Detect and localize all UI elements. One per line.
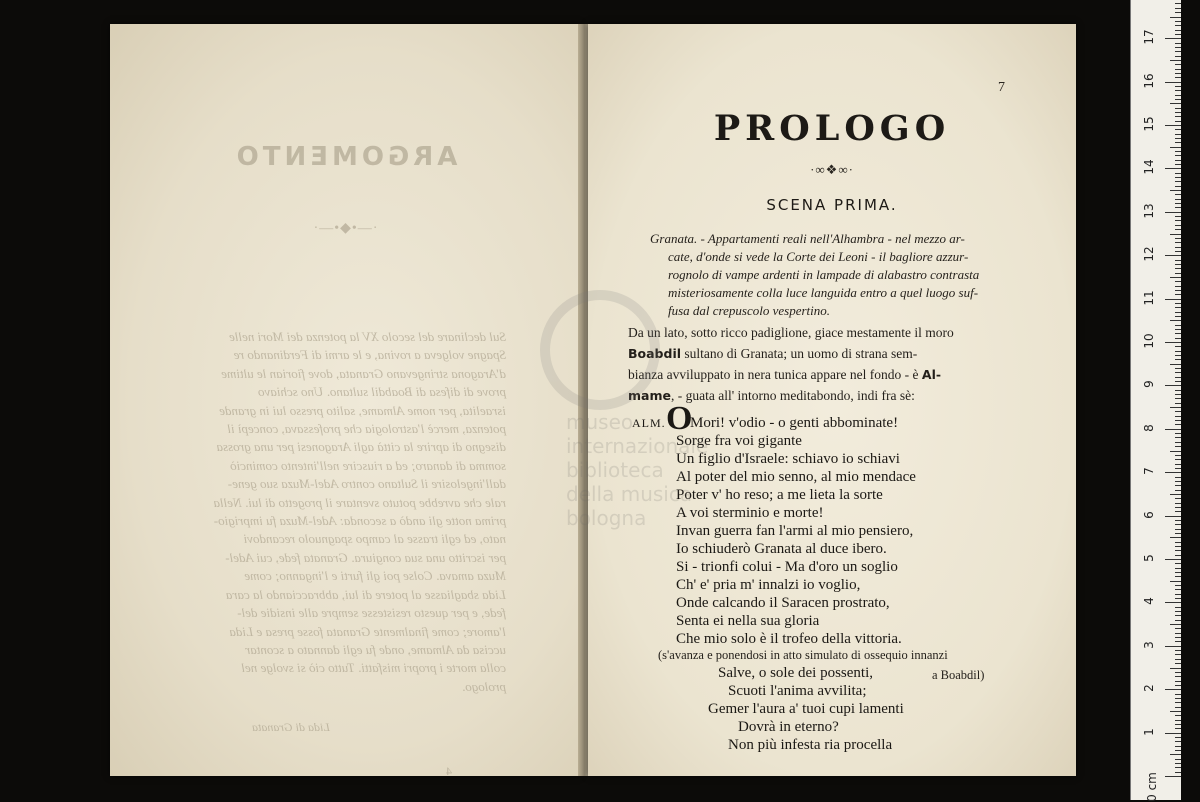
ruler-tick (1175, 99, 1181, 100)
ruler-tick (1175, 737, 1181, 738)
scene-title: SCENA PRIMA. (766, 196, 898, 214)
ruler-tick (1175, 641, 1181, 642)
left-body-line: disegno di aprire la città agli Aragonesi per una grossa (216, 439, 506, 455)
ruler-tick (1175, 8, 1181, 9)
drop-cap: O (666, 400, 693, 437)
ruler-tick (1175, 672, 1181, 673)
ruler-tick (1175, 403, 1181, 404)
ruler-tick (1170, 754, 1181, 755)
verse-line: Scuoti l'anima avvilita; (728, 683, 867, 699)
verse-line: Poter v' ho reso; a me lieta la sorte (676, 487, 883, 503)
verse-line: Al poter del mio senno, al mio mendace (676, 469, 916, 485)
ruler-tick (1175, 142, 1181, 143)
ruler-tick (1175, 611, 1181, 612)
watermark-text (566, 410, 708, 530)
verse-line: Si - trionfi colui - Ma d'oro un soglio (676, 559, 898, 575)
verse-line: Un figlio d'Israele: schiavo io schiavi (676, 451, 900, 467)
left-body-line: Muza amava. Colse poi gli furti e l'inganno; come (244, 568, 506, 584)
ruler-tick (1175, 594, 1181, 595)
ruler-tick (1175, 767, 1181, 768)
ruler-tick (1175, 77, 1181, 78)
ruler-tick (1175, 650, 1181, 651)
stage-setting-line: cate, d'onde si vede la Corte dei Leoni - il bagliore azzur- (668, 249, 969, 264)
left-body-line: rale che avrebbe potuto sventare il progetto di lui. Nella (213, 494, 506, 510)
inline-stage-direction: (s'avanza e ponendosi in atto simulato di ossequio innanzi (658, 648, 948, 662)
ruler-tick (1175, 394, 1181, 395)
ruler-tick (1175, 203, 1181, 204)
character-name-boabdil: Boabdil (628, 346, 682, 361)
stage-setting-line: Granata. - Appartamenti reali nell'Alhambra - nel mezzo ar- (650, 231, 965, 246)
ruler-tick (1175, 134, 1181, 135)
ruler-tick (1175, 30, 1181, 31)
ruler-tick (1175, 615, 1181, 616)
ruler-number: 13 (1142, 203, 1156, 219)
ruler-tick (1175, 424, 1181, 425)
ruler-tick (1175, 281, 1181, 282)
ruler-tick (1175, 707, 1181, 708)
ruler-tick (1175, 73, 1181, 74)
ruler-tick (1175, 529, 1181, 530)
ruler-tick (1175, 659, 1181, 660)
ruler-tick (1175, 368, 1181, 369)
ruler-number: 12 (1142, 246, 1156, 262)
ruler-tick (1175, 264, 1181, 265)
ruler-tick (1175, 585, 1181, 586)
ruler-tick (1175, 420, 1181, 421)
watermark-line: biblioteca (566, 458, 664, 482)
ruler-tick (1175, 520, 1181, 521)
ruler-tick (1175, 177, 1181, 178)
ruler-tick (1170, 277, 1181, 278)
ruler-tick (1165, 299, 1181, 300)
ruler-tick (1175, 490, 1181, 491)
ruler-tick (1170, 60, 1181, 61)
ruler-tick (1175, 207, 1181, 208)
ruler-tick (1175, 568, 1181, 569)
ruler-tick (1175, 112, 1181, 113)
ruler-tick (1175, 286, 1181, 287)
ruler-tick (1165, 168, 1181, 169)
inline-stage-direction: a Boabdil) (932, 668, 985, 682)
ruler-unit: 0 cm (1144, 772, 1159, 802)
ruler-tick (1165, 689, 1181, 690)
left-page (110, 24, 580, 776)
ruler-tick (1175, 633, 1181, 634)
ruler-tick (1170, 451, 1181, 452)
ruler-tick (1175, 741, 1181, 742)
left-body-line: prima notte gli andò a seconda: Adel-Muza fu imprigio- (213, 513, 506, 529)
ruler-number: 5 (1142, 554, 1156, 562)
ruler-tick (1175, 676, 1181, 677)
ruler-tick (1170, 494, 1181, 495)
left-ornament: ·—•◆•—· (312, 221, 378, 236)
ruler-tick (1175, 56, 1181, 57)
ruler-tick (1165, 342, 1181, 343)
ruler-tick (1175, 459, 1181, 460)
left-body-line: israelita, per nome Almame, salito presso lui in grande (219, 402, 506, 418)
ruler-tick (1165, 385, 1181, 386)
ruler-tick (1175, 303, 1181, 304)
verse-line: Senta ei nella sua gloria (676, 613, 820, 629)
ruler-tick (1175, 155, 1181, 156)
stage-direction-line: Boabdil sultano di Granata; un uomo di strana sem- (628, 346, 918, 361)
ruler-tick (1175, 546, 1181, 547)
ruler-tick (1175, 589, 1181, 590)
ruler-tick (1175, 329, 1181, 330)
ruler-tick (1175, 720, 1181, 721)
ruler-tick (1175, 164, 1181, 165)
ruler-tick (1175, 698, 1181, 699)
ruler-tick (1175, 325, 1181, 326)
character-name-almame-cont: mame (628, 388, 671, 403)
ruler-number: 8 (1142, 423, 1156, 432)
verse-line: Che mio solo è il trofeo della vittoria. (676, 631, 902, 647)
ruler-tick (1170, 364, 1181, 365)
ruler-tick (1175, 446, 1181, 447)
left-body-line: prologo. (462, 678, 506, 694)
ruler-tick (1170, 407, 1181, 408)
left-body-line: dall'ingelosire il Sultano contro Adel-Muza suo gene- (227, 476, 506, 492)
stage-direction-line: mame, - guata all' intorno meditabondo, indi fra sè: (628, 388, 915, 403)
ruler-tick (1175, 555, 1181, 556)
ruler-tick (1175, 346, 1181, 347)
ruler-tick (1175, 294, 1181, 295)
ruler-number: 4 (1142, 597, 1156, 606)
ruler-tick (1175, 724, 1181, 725)
left-body-line: potenza, mercè l'astrologia che professava, concepì il (227, 421, 506, 437)
ruler-tick (1175, 260, 1181, 261)
left-body (186, 328, 506, 696)
ruler-number: 3 (1142, 640, 1156, 649)
ruler-tick (1175, 477, 1181, 478)
character-name-almame: Al- (921, 367, 942, 382)
ruler-tick (1175, 242, 1181, 243)
ruler-tick (1175, 186, 1181, 187)
ruler-tick (1175, 333, 1181, 334)
stage-setting-line: misteriosamente colla luce languida entro a quel luogo suf- (668, 285, 979, 300)
verse-line: Gemer l'aura a' tuoi cupi lamenti (708, 701, 904, 717)
verse-line: Non più infesta ria procella (728, 737, 893, 753)
ruler-number: 7 (1142, 467, 1156, 476)
ruler-tick (1170, 624, 1181, 625)
ruler-tick (1170, 147, 1181, 148)
ruler-tick (1165, 255, 1181, 256)
ruler-tick (1175, 507, 1181, 508)
ruler-tick (1175, 437, 1181, 438)
ruler-tick (1175, 511, 1181, 512)
ruler-tick (1175, 598, 1181, 599)
ruler-tick (1175, 763, 1181, 764)
ruler-tick (1165, 646, 1181, 647)
ruler-tick (1175, 398, 1181, 399)
ruler-tick (1175, 759, 1181, 760)
watermark-line: bologna (566, 506, 647, 530)
ruler-tick (1175, 312, 1181, 313)
ruler-tick (1175, 481, 1181, 482)
ruler-tick (1175, 416, 1181, 417)
ruler-tick (1175, 129, 1181, 130)
ruler-tick (1175, 181, 1181, 182)
ruler-tick (1175, 225, 1181, 226)
ruler-tick (1175, 273, 1181, 274)
ruler-tick (1175, 338, 1181, 339)
ruler-tick (1175, 620, 1181, 621)
ruler-tick (1170, 17, 1181, 18)
ruler-tick (1175, 464, 1181, 465)
verse-line: Dovrà in eterno? (738, 719, 839, 735)
left-body-line: Spagne volgeva a rovina, e le armi di Ferdinando re (233, 347, 506, 363)
ruler-tick (1175, 21, 1181, 22)
watermark-line: museo internazionale (566, 410, 709, 458)
ruler-number: 9 (1142, 380, 1156, 389)
ruler-tick (1175, 576, 1181, 577)
library-watermark (540, 290, 709, 530)
left-heading: ARGOMENTO (232, 142, 458, 172)
ruler-tick (1175, 411, 1181, 412)
ruler-number: 16 (1142, 72, 1156, 89)
ruler-tick (1175, 25, 1181, 26)
ruler-tick (1175, 433, 1181, 434)
ruler-tick (1175, 498, 1181, 499)
ruler-tick (1165, 38, 1181, 39)
ruler-tick (1175, 151, 1181, 152)
speaker-label: ALM. (632, 416, 666, 430)
ruler-tick (1175, 681, 1181, 682)
ruler-tick (1165, 212, 1181, 213)
ruler-tick (1175, 685, 1181, 686)
ruler-tick (1175, 121, 1181, 122)
ruler-tick (1170, 234, 1181, 235)
ruler-tick (1175, 160, 1181, 161)
ruler-tick (1175, 637, 1181, 638)
left-body-line: somma di danaro; ed a riuscire nell'intento cominciò (230, 457, 506, 473)
ruler-tick (1175, 199, 1181, 200)
left-body-line: l'amore; come finalmente Granata fosse presa e Lida (229, 623, 506, 639)
ruler-tick (1175, 3, 1181, 4)
ruler-tick (1175, 654, 1181, 655)
left-body-line: uccisa da Almame, onde fu egli dannato a scontar (245, 641, 506, 657)
ruler-tick (1175, 468, 1181, 469)
ruler-tick (1170, 668, 1181, 669)
ruler-tick (1175, 69, 1181, 70)
ruler-tick (1175, 372, 1181, 373)
ruler-tick (1175, 90, 1181, 91)
verse-line: Mori! v'odio - o genti abbominate! (690, 415, 899, 431)
ruler-tick (1170, 537, 1181, 538)
ruler-number: 11 (1142, 289, 1156, 306)
ruler-tick (1165, 125, 1181, 126)
bleed-through-text (110, 24, 580, 776)
ruler-tick (1175, 238, 1181, 239)
ruler-tick (1175, 524, 1181, 525)
stage-setting-line: fusa dal crepuscolo vespertino. (668, 303, 830, 318)
verse-line: A voi sterminio e morte! (676, 505, 824, 521)
ruler-number: 2 (1142, 684, 1156, 693)
ruler-tick (1170, 190, 1181, 191)
ruler-tick (1175, 47, 1181, 48)
ruler-tick (1175, 359, 1181, 360)
ruler-tick (1170, 103, 1181, 104)
left-page-number: 4 (446, 764, 452, 778)
ruler-tick (1175, 51, 1181, 52)
ruler-tick (1175, 542, 1181, 543)
ruler-tick (1175, 351, 1181, 352)
left-body-line: Lida sbagliasse al potere di lui, abbracciando la cara (225, 586, 506, 602)
left-signature: Lida di Granata (251, 720, 330, 734)
ruler-tick (1175, 86, 1181, 87)
ruler-number: 15 (1142, 116, 1156, 132)
left-body-line: per iscritto una sua congiura. Granata fede, cui Adel- (225, 549, 506, 565)
ruler-tick (1175, 251, 1181, 252)
verse-line: Ch' e' pria m' innalzi io voglio, (676, 577, 861, 593)
ruler-tick (1175, 116, 1181, 117)
ruler-tick (1175, 715, 1181, 716)
ruler-tick (1175, 229, 1181, 230)
ruler-number: 10 (1142, 333, 1156, 349)
ruler-tick (1175, 381, 1181, 382)
left-body-line: d'Aragona stringevano Granata, dove fiorian le ultime (221, 365, 506, 381)
ruler-tick (1175, 550, 1181, 551)
ruler-tick (1170, 581, 1181, 582)
ruler-tick (1175, 247, 1181, 248)
ruler-tick (1175, 268, 1181, 269)
ruler-tick (1175, 607, 1181, 608)
stage-setting-line: rognolo di vampe ardenti in lampade di alabastro contrasta (668, 267, 980, 282)
stage-direction-line: bianza avviluppato in nera tunica appare nel fondo - è Al- (628, 367, 942, 382)
ruler-number: 14 (1142, 159, 1156, 176)
ruler-tick (1175, 220, 1181, 221)
verse-line: Salve, o sole dei possenti, (718, 665, 873, 681)
stage-direction-line: Da un lato, sotto ricco padiglione, giace mestamente il moro (628, 325, 954, 340)
ruler-tick (1165, 429, 1181, 430)
ruler-tick (1175, 34, 1181, 35)
ruler-tick (1175, 173, 1181, 174)
stage-setting (650, 230, 1008, 320)
ruler-tick (1165, 776, 1181, 777)
ruler-tick (1175, 12, 1181, 13)
ruler-tick (1175, 702, 1181, 703)
ruler-tick (1170, 320, 1181, 321)
ruler-tick (1165, 472, 1181, 473)
ruler-tick (1175, 533, 1181, 534)
ruler-tick (1165, 733, 1181, 734)
ruler-tick (1175, 694, 1181, 695)
ruler-tick (1165, 82, 1181, 83)
ruler-number: 6 (1142, 510, 1156, 519)
ruler-tick (1175, 485, 1181, 486)
ruler-tick (1175, 572, 1181, 573)
ruler-tick (1175, 355, 1181, 356)
left-body-line: colla morte i propri misfatti. Tutto ciò si svolge nel (241, 660, 506, 676)
ruler-tick (1175, 290, 1181, 291)
ruler-tick (1170, 711, 1181, 712)
verse-line: Io schiuderò Granata al duce ibero. (676, 541, 887, 557)
ruler-tick (1175, 316, 1181, 317)
ruler-tick (1175, 772, 1181, 773)
ruler-tick (1165, 602, 1181, 603)
ruler-tick (1175, 95, 1181, 96)
ruler-tick (1175, 194, 1181, 195)
title-ornament: ·∞❖∞· (810, 162, 854, 177)
ruler-tick (1175, 442, 1181, 443)
ruler-tick (1175, 455, 1181, 456)
watermark-line: della musica (566, 482, 693, 506)
ruler-tick (1175, 563, 1181, 564)
page-number: 7 (998, 80, 1005, 95)
ruler-tick (1175, 503, 1181, 504)
left-body-line: prove di difesa di Boabdil sultano. Uno schiavo (258, 384, 506, 400)
verse-line: Invan guerra fan l'armi al mio pensiero, (676, 523, 914, 539)
ruler-tick (1175, 307, 1181, 308)
ruler-tick (1175, 750, 1181, 751)
left-body-line: nato, ed egli trasse al campo spagnuolo recandovi (243, 531, 506, 547)
ruler-number: 1 (1142, 727, 1156, 736)
ruler-tick (1175, 43, 1181, 44)
watermark-logo-icon (540, 290, 660, 410)
ruler-tick (1175, 216, 1181, 217)
verse-line: Sorge fra voi gigante (676, 433, 802, 449)
ruler-tick (1165, 559, 1181, 560)
page-title: PROLOGO (713, 108, 951, 149)
verse-line: Onde calcando il Saracen prostrato, (676, 595, 890, 611)
ruler-tick (1175, 377, 1181, 378)
left-body-line: fede, e per questo resistesse sempre alle insidie del- (237, 605, 506, 621)
measurement-ruler (1130, 0, 1181, 800)
ruler-tick (1175, 746, 1181, 747)
ruler-tick (1175, 108, 1181, 109)
ruler-tick (1175, 663, 1181, 664)
stage-direction (628, 322, 1008, 406)
ruler-tick (1175, 390, 1181, 391)
ruler-number: 17 (1142, 29, 1156, 45)
ruler-tick (1175, 64, 1181, 65)
ruler-tick (1165, 516, 1181, 517)
ruler-tick (1175, 138, 1181, 139)
left-body-line: Sul declinare del secolo XV la potenza dei Mori nelle (229, 329, 506, 344)
ruler-tick (1175, 728, 1181, 729)
ruler-tick (1175, 628, 1181, 629)
